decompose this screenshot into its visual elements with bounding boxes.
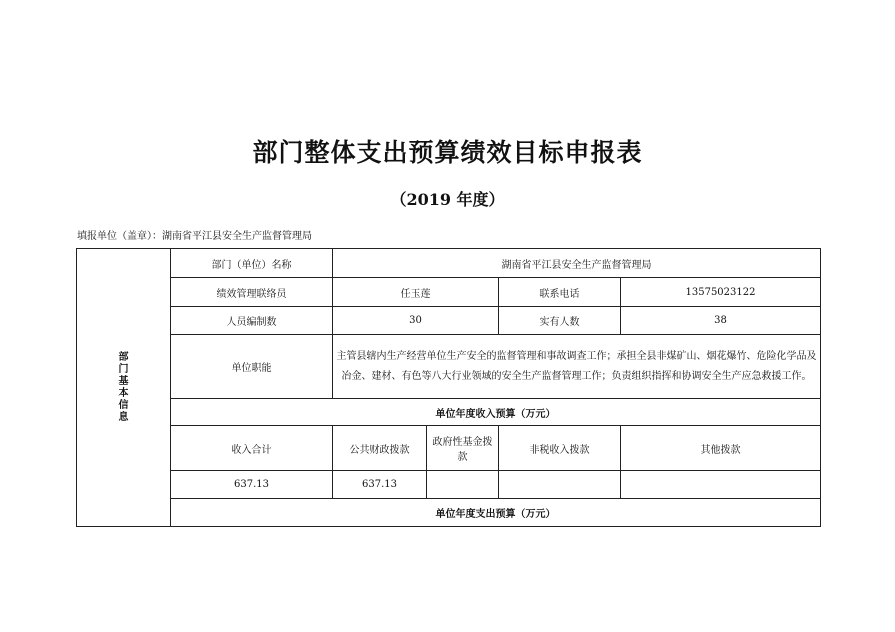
document-title: 部门整体支出预算绩效目标申报表: [252, 138, 643, 167]
income-header: 非税收入拨款: [499, 426, 621, 471]
filling-unit: 填报单位（盖章）：湖南省平江县安全生产监督管理局: [77, 231, 312, 242]
table-row: [77, 471, 821, 499]
income-value: [621, 471, 821, 499]
actual-staff-label: 实有人数: [499, 307, 621, 335]
staff-quota-label: 人员编制数: [171, 307, 333, 335]
table-row: [77, 399, 821, 426]
income-value: [499, 471, 621, 499]
income-section-heading: 单位年度收入预算（万元）: [171, 399, 821, 426]
income-value: [427, 471, 499, 499]
income-header: 政府性基金拨款: [427, 426, 499, 471]
table-row: [77, 499, 821, 527]
income-value: 637.13: [171, 471, 333, 499]
side-label: 部门基本信息: [118, 351, 129, 423]
duty-label: 单位职能: [171, 335, 333, 399]
table-row: [77, 307, 821, 335]
income-header: 公共财政拨款: [333, 426, 427, 471]
income-value: 637.13: [333, 471, 427, 499]
table-row: [77, 249, 821, 278]
contact-label: 绩效管理联络员: [171, 278, 333, 307]
duty-value: 主管县辖内生产经营单位生产安全的监督管理和事故调查工作；承担全县非煤矿山、烟花爆竹、危险化学品及冶金、建材、有色等八大行业领域的安全生产监督管理工作；负责组织指挥和协调安全生产应急救援工作。: [333, 335, 821, 399]
table-row: [77, 335, 821, 399]
side-label-cell: [77, 249, 171, 527]
document-subtitle: （2019 年度）: [390, 190, 505, 209]
dept-name-value: 湖南省平江县安全生产监督管理局: [333, 249, 821, 278]
dept-name-label: 部门（单位）名称: [171, 249, 333, 278]
actual-staff-value: 38: [621, 307, 821, 335]
phone-label: 联系电话: [499, 278, 621, 307]
income-header: 其他拨款: [621, 426, 821, 471]
staff-quota-value: 30: [333, 307, 499, 335]
expense-section-heading: 单位年度支出预算（万元）: [171, 499, 821, 527]
contact-value: 任玉莲: [333, 278, 499, 307]
table-row: [77, 426, 821, 471]
table-row: [77, 278, 821, 307]
phone-value: 13575023122: [621, 278, 821, 307]
budget-form-table: [76, 248, 821, 527]
income-header: 收入合计: [171, 426, 333, 471]
